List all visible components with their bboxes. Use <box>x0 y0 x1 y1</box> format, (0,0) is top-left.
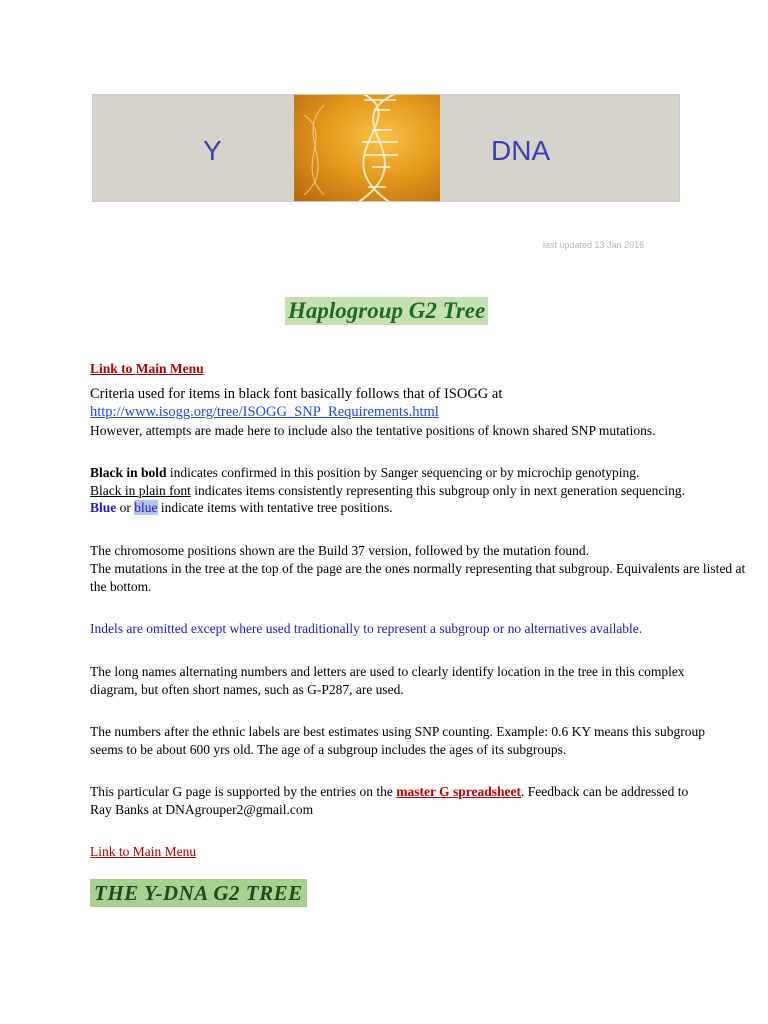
chromosome-line2: The mutations in the tree at the top of the page are the ones normally representing that subgroup. Equivalents are listed at the bottom. <box>90 561 746 594</box>
long-names-note: The long names alternating numbers and letters are used to clearly identify location in the tree in this complex diagram, but often short names, such as G-P287, are used. <box>90 664 685 697</box>
support-row <box>90 783 760 801</box>
support-contact: Ray Banks at DNAgrouper2@gmail.com <box>90 802 314 817</box>
support-post: . Feedback can be addressed to <box>521 784 689 799</box>
dna-helix-image <box>294 95 440 201</box>
support-pre: This particular G page is supported by the entries on the <box>90 784 397 799</box>
page-title: Haplogroup G2 Tree <box>285 297 488 325</box>
legend-plain-label: Black in plain font <box>90 483 191 498</box>
legend-or: or <box>116 500 135 515</box>
criteria-url-row <box>90 403 760 421</box>
legend-bold-text: indicates confirmed in this position by Sanger sequencing or by microchip genotyping. <box>166 465 640 480</box>
main-menu-link-bottom[interactable]: Link to Main Menu <box>90 844 197 859</box>
banner-dna-text: DNA <box>491 135 551 166</box>
main-menu-link-bottom-row <box>90 843 760 861</box>
banner-y-text: Y <box>203 135 222 166</box>
legend-plain-row <box>90 482 760 500</box>
chromosome-line1: The chromosome positions shown are the Build 37 version, followed by the mutation found. <box>90 543 590 558</box>
main-menu-link-top-row <box>90 360 760 378</box>
legend-blue-bold: Blue <box>90 500 117 515</box>
legend-bold-label: Black in bold <box>90 465 167 480</box>
legend-plain-text: indicates items consistently representing this subgroup only in next generation sequencing. <box>190 483 686 498</box>
legend-bold-row <box>90 464 760 482</box>
indels-note: Indels are omitted except where used traditionally to represent a subgroup or no alternatives available. <box>90 621 643 636</box>
last-updated: last updated 13 Jan 2016 <box>543 240 645 250</box>
criteria-line1: Criteria used for items in black font basically follows that of ISOGG at <box>90 386 503 402</box>
main-menu-link-top[interactable]: Link to Main Menu <box>90 361 204 376</box>
numbers-note: The numbers after the ethnic labels are best estimates using SNP counting. Example: 0.6 KY means this subgroup seems to be about 600 yrs old. The age of a subgroup includes the ages of its subgroups. <box>90 724 705 757</box>
header-banner <box>92 94 680 202</box>
legend-blue-row <box>90 499 760 517</box>
legend-blue-text: indicate items with tentative tree positions. <box>157 500 393 515</box>
master-spreadsheet-link[interactable]: master G spreadsheet <box>396 784 522 799</box>
dna-helix-icon <box>294 95 440 201</box>
g2-tree-heading: THE Y-DNA G2 TREE <box>90 879 307 907</box>
legend-blue-highlight: blue <box>134 500 158 515</box>
criteria-line3: However, attempts are made here to include also the tentative positions of known shared SNP mutations. <box>90 423 656 438</box>
isogg-url-link[interactable]: http://www.isogg.org/tree/ISOGG_SNP_Requirements.html <box>90 404 439 420</box>
